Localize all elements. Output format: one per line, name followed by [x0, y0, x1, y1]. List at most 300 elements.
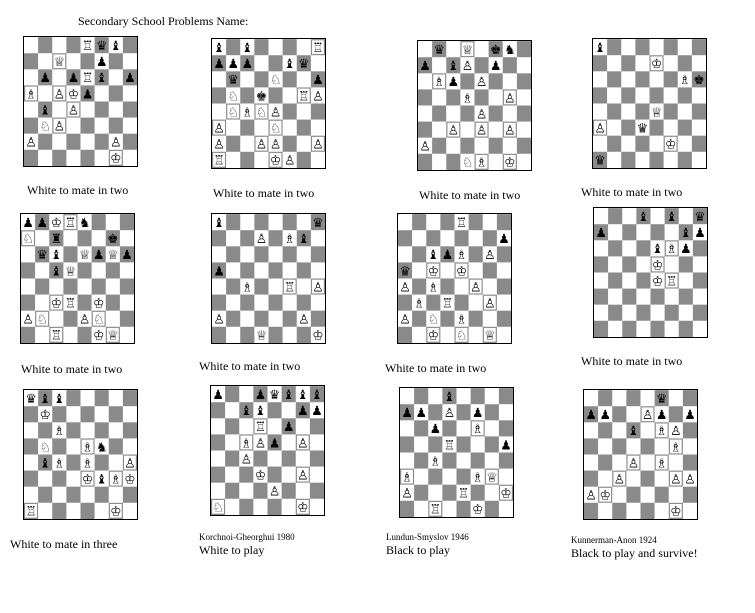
black-pawn-icon: ♟ [92, 248, 105, 264]
board-square [669, 455, 683, 471]
black-queen-icon: ♛ [227, 73, 239, 89]
white-pawn-icon: ♙ [504, 91, 516, 107]
white-pawn-icon: ♙ [475, 75, 488, 91]
black-pawn-icon: ♟ [419, 59, 431, 75]
white-rook-icon: ♖ [429, 502, 442, 517]
board-square [24, 69, 38, 85]
board-square [475, 41, 489, 57]
black-bishop-icon: ♝ [443, 390, 456, 406]
board-drawing [593, 39, 706, 168]
board-square [49, 311, 63, 327]
board-square [282, 434, 296, 450]
board-square [414, 453, 428, 469]
board-square [517, 57, 531, 73]
board-square [442, 453, 456, 469]
board-square [497, 311, 511, 327]
board-square [226, 214, 240, 230]
board-square [650, 120, 664, 136]
board-square [226, 295, 240, 311]
black-queen-icon: ♛ [312, 216, 324, 232]
board-square [693, 240, 707, 256]
black-pawn-icon: ♟ [213, 264, 225, 280]
board-square [679, 208, 693, 224]
board-square [641, 390, 655, 406]
board-square [664, 104, 678, 120]
board-square [225, 402, 239, 418]
white-queen-icon: ♕ [486, 470, 498, 486]
board-square [692, 39, 706, 55]
board-square [212, 246, 226, 262]
board-square [123, 422, 137, 438]
board-square [679, 321, 693, 337]
chess-board-7 [397, 213, 512, 344]
board-square [432, 154, 446, 170]
board-square [432, 106, 446, 122]
board-square [621, 104, 635, 120]
task-text: White to play [199, 543, 265, 557]
board-square [311, 246, 325, 262]
board-square [650, 136, 664, 152]
board-square [641, 422, 655, 438]
board-square [212, 295, 226, 311]
board-square [66, 503, 80, 519]
board-square [66, 53, 80, 69]
board-square [283, 327, 297, 343]
black-bishop-icon: ♝ [240, 404, 253, 420]
board-square [398, 327, 412, 343]
board-square [693, 289, 707, 305]
board-square [469, 214, 483, 230]
board-square [268, 418, 282, 434]
white-pawn-icon: ♙ [312, 89, 324, 105]
white-rook-icon: ♖ [64, 296, 77, 312]
board-square [297, 136, 311, 152]
board-square [283, 87, 297, 103]
board-square [24, 438, 38, 454]
board-square [123, 118, 137, 134]
board-square [626, 471, 640, 487]
black-pawn-icon: ♟ [36, 216, 48, 232]
board-square [310, 467, 324, 483]
chess-board-12 [583, 389, 698, 520]
white-pawn-icon: ♙ [255, 137, 268, 153]
board-square [95, 102, 109, 118]
board-square [211, 483, 225, 499]
board-square [621, 39, 635, 55]
board-square [414, 388, 428, 404]
board-square [636, 240, 650, 256]
white-queen-icon: ♕ [53, 55, 66, 71]
board-square [598, 390, 612, 406]
board-square [608, 240, 622, 256]
black-queen-icon: ♛ [399, 264, 411, 280]
board-square [650, 39, 664, 55]
board-square [283, 39, 297, 55]
board-square [455, 295, 469, 311]
board-square [457, 436, 471, 452]
black-pawn-icon: ♟ [498, 232, 510, 248]
board-square [598, 503, 612, 519]
white-rook-icon: ♖ [50, 328, 63, 343]
white-queen-icon: ♕ [107, 248, 119, 264]
board-square [636, 289, 650, 305]
board-square [679, 256, 693, 272]
board-drawing [212, 214, 325, 343]
board-square [692, 104, 706, 120]
board-square [446, 89, 460, 105]
board-square [483, 214, 497, 230]
board-square [109, 487, 123, 503]
white-rook-icon: ♖ [213, 153, 225, 168]
board-square [635, 104, 649, 120]
black-bishop-icon: ♝ [254, 404, 267, 420]
white-pawn-icon: ♙ [419, 139, 431, 155]
black-king-icon: ♚ [693, 73, 705, 89]
board-square [594, 256, 608, 272]
board-square [517, 122, 531, 138]
board-square [635, 152, 649, 168]
chess-board-2 [211, 38, 326, 169]
white-pawn-icon: ♙ [461, 59, 474, 75]
board-square [679, 289, 693, 305]
white-king-icon: ♔ [50, 216, 63, 232]
board-square [622, 273, 636, 289]
white-pawn-icon: ♙ [484, 296, 496, 312]
black-queen-icon: ♛ [95, 39, 108, 55]
board-square [311, 295, 325, 311]
board-square [626, 438, 640, 454]
board-square [283, 214, 297, 230]
black-bishop-icon: ♝ [427, 248, 440, 264]
board-square [109, 390, 123, 406]
chess-board-8 [593, 207, 708, 338]
board-square [310, 499, 324, 515]
board-square [24, 118, 38, 134]
board-square [239, 418, 253, 434]
black-pawn-icon: ♟ [447, 75, 460, 91]
board-square [497, 279, 511, 295]
black-bishop-icon: ♝ [298, 232, 310, 248]
board-square [655, 487, 669, 503]
board-square [692, 152, 706, 168]
board-drawing [24, 37, 137, 166]
board-drawing [400, 388, 513, 517]
board-square [52, 438, 66, 454]
board-square [499, 469, 513, 485]
board-square [81, 134, 95, 150]
board-square [598, 438, 612, 454]
task-text: White to mate in two [385, 361, 487, 375]
white-knight-icon: ♘ [36, 312, 48, 328]
board-square [692, 55, 706, 71]
black-king-icon: ♚ [107, 232, 119, 248]
board-square [66, 150, 80, 166]
board-square [282, 499, 296, 515]
white-pawn-icon: ♙ [213, 121, 225, 137]
board-square [296, 451, 310, 467]
board-square [63, 327, 77, 343]
board-square [489, 138, 503, 154]
black-bishop-icon: ♝ [665, 210, 678, 226]
board-square [212, 71, 226, 87]
black-bishop-icon: ♝ [95, 472, 108, 488]
board-square [38, 471, 52, 487]
board-square [109, 118, 123, 134]
board-square [123, 134, 137, 150]
board-square [240, 120, 254, 136]
white-pawn-icon: ♙ [627, 456, 640, 472]
chess-board-3 [417, 40, 532, 171]
board-square [21, 262, 35, 278]
board-square [636, 273, 650, 289]
board-square [211, 451, 225, 467]
black-bishop-icon: ♝ [241, 41, 254, 57]
black-bishop-icon: ♝ [680, 226, 692, 242]
board-square [442, 485, 456, 501]
board-square [440, 262, 454, 278]
board-square [52, 487, 66, 503]
white-queen-icon: ♕ [255, 328, 268, 343]
board-square [635, 39, 649, 55]
game-source: Kunnerman-Anon 1924 [571, 535, 657, 545]
board-square [283, 311, 297, 327]
board-drawing [594, 208, 707, 337]
board-square [440, 311, 454, 327]
white-bishop-icon: ♗ [433, 75, 445, 91]
board-square [240, 136, 254, 152]
board-square [641, 487, 655, 503]
board-square [240, 295, 254, 311]
white-knight-icon: ♘ [269, 73, 282, 89]
board-square [489, 89, 503, 105]
board-square [469, 327, 483, 343]
board-square [109, 406, 123, 422]
white-king-icon: ♔ [92, 296, 105, 312]
board-square [608, 289, 622, 305]
black-bishop-icon: ♝ [39, 392, 51, 408]
white-rook-icon: ♖ [81, 71, 94, 87]
board-square [283, 246, 297, 262]
white-rook-icon: ♖ [64, 216, 77, 232]
black-bishop-icon: ♝ [297, 388, 309, 404]
white-bishop-icon: ♗ [655, 456, 668, 472]
board-square [81, 503, 95, 519]
board-square [106, 295, 120, 311]
board-square [692, 120, 706, 136]
caption-1 [27, 183, 128, 197]
caption-11 [386, 532, 469, 557]
black-pawn-icon: ♟ [684, 408, 696, 424]
white-knight-icon: ♘ [39, 119, 51, 135]
board-square [297, 39, 311, 55]
board-square [253, 451, 267, 467]
task-text: White to mate in two [27, 183, 129, 197]
white-bishop-icon: ♗ [670, 440, 682, 456]
board-square [123, 102, 137, 118]
board-square [38, 487, 52, 503]
white-queen-icon: ♕ [64, 264, 77, 280]
black-pawn-icon: ♟ [312, 73, 324, 89]
board-square [92, 214, 106, 230]
white-rook-icon: ♖ [455, 216, 468, 232]
board-square [92, 262, 106, 278]
black-pawn-icon: ♟ [441, 248, 454, 264]
board-square [621, 71, 635, 87]
white-pawn-icon: ♙ [283, 153, 296, 168]
board-square [455, 230, 469, 246]
board-square [669, 487, 683, 503]
caption-12 [571, 535, 698, 560]
board-square [678, 152, 692, 168]
white-pawn-icon: ♙ [447, 123, 460, 139]
white-pawn-icon: ♙ [475, 107, 488, 123]
board-square [432, 89, 446, 105]
board-square [282, 451, 296, 467]
board-square [268, 451, 282, 467]
board-square [226, 246, 240, 262]
board-square [683, 487, 697, 503]
white-bishop-icon: ♗ [679, 73, 691, 89]
board-square [412, 230, 426, 246]
board-square [641, 503, 655, 519]
board-square [123, 37, 137, 53]
board-square [269, 87, 283, 103]
board-square [311, 230, 325, 246]
board-square [665, 256, 679, 272]
board-square [269, 39, 283, 55]
white-rook-icon: ♖ [457, 486, 470, 502]
board-square [95, 503, 109, 519]
board-square [120, 311, 134, 327]
board-square [503, 57, 517, 73]
black-bishop-icon: ♝ [50, 264, 63, 280]
board-square [311, 311, 325, 327]
board-square [311, 55, 325, 71]
board-square [499, 501, 513, 517]
board-square [593, 87, 607, 103]
board-square [95, 134, 109, 150]
board-square [239, 499, 253, 515]
board-square [440, 327, 454, 343]
board-drawing [21, 214, 134, 343]
chess-board-6 [211, 213, 326, 344]
board-square [398, 214, 412, 230]
board-square [428, 469, 442, 485]
white-rook-icon: ♖ [283, 280, 296, 296]
board-square [651, 208, 665, 224]
board-square [297, 120, 311, 136]
board-square [24, 487, 38, 503]
board-square [414, 485, 428, 501]
board-square [24, 53, 38, 69]
white-pawn-icon: ♙ [124, 456, 136, 472]
white-pawn-icon: ♙ [110, 135, 122, 151]
black-pawn-icon: ♟ [311, 404, 323, 420]
black-bishop-icon: ♝ [311, 388, 323, 404]
white-pawn-icon: ♙ [269, 105, 282, 121]
board-square [428, 436, 442, 452]
board-square [594, 208, 608, 224]
board-square [253, 499, 267, 515]
board-square [497, 262, 511, 278]
board-square [469, 230, 483, 246]
white-king-icon: ♔ [500, 486, 512, 502]
board-square [608, 208, 622, 224]
white-king-icon: ♔ [81, 472, 94, 488]
board-square [608, 273, 622, 289]
board-square [664, 71, 678, 87]
board-square [269, 214, 283, 230]
white-pawn-icon: ♙ [269, 137, 282, 153]
board-square [24, 455, 38, 471]
black-queen-icon: ♛ [636, 121, 649, 137]
white-queen-icon: ♕ [107, 328, 119, 343]
board-square [426, 214, 440, 230]
board-square [283, 104, 297, 120]
board-square [440, 230, 454, 246]
white-king-icon: ♔ [650, 57, 663, 73]
black-bishop-icon: ♝ [637, 210, 650, 226]
board-square [66, 37, 80, 53]
black-pawn-icon: ♟ [415, 406, 427, 422]
board-square [665, 321, 679, 337]
white-pawn-icon: ♙ [613, 472, 626, 488]
board-square [457, 420, 471, 436]
board-square [497, 246, 511, 262]
board-square [483, 279, 497, 295]
black-king-icon: ♚ [489, 43, 502, 59]
black-queen-icon: ♛ [268, 388, 281, 404]
board-square [607, 87, 621, 103]
black-bishop-icon: ♝ [53, 392, 66, 408]
white-pawn-icon: ♙ [22, 312, 34, 328]
board-square [283, 120, 297, 136]
board-square [418, 73, 432, 89]
white-bishop-icon: ♗ [655, 424, 668, 440]
board-square [226, 39, 240, 55]
white-rook-icon: ♖ [25, 504, 37, 519]
white-king-icon: ♔ [670, 504, 682, 519]
board-square [38, 134, 52, 150]
board-square [608, 256, 622, 272]
board-square [225, 386, 239, 402]
board-square [95, 487, 109, 503]
board-square [296, 418, 310, 434]
white-pawn-icon: ♙ [504, 123, 516, 139]
task-text: White to mate in two [581, 354, 683, 368]
board-square [471, 436, 485, 452]
board-square [63, 246, 77, 262]
board-square [622, 208, 636, 224]
board-square [240, 214, 254, 230]
board-square [584, 455, 598, 471]
black-queen-icon: ♛ [36, 248, 48, 264]
white-queen-icon: ♕ [461, 43, 474, 59]
caption-2 [213, 186, 314, 200]
board-square [123, 390, 137, 406]
board-square [636, 224, 650, 240]
board-square [692, 136, 706, 152]
white-pawn-icon: ♙ [254, 436, 267, 452]
board-square [38, 503, 52, 519]
board-square [78, 279, 92, 295]
board-square [211, 467, 225, 483]
board-square [635, 136, 649, 152]
black-bishop-icon: ♝ [50, 248, 63, 264]
board-square [485, 501, 499, 517]
board-square [418, 41, 432, 57]
white-king-icon: ♔ [504, 155, 516, 170]
